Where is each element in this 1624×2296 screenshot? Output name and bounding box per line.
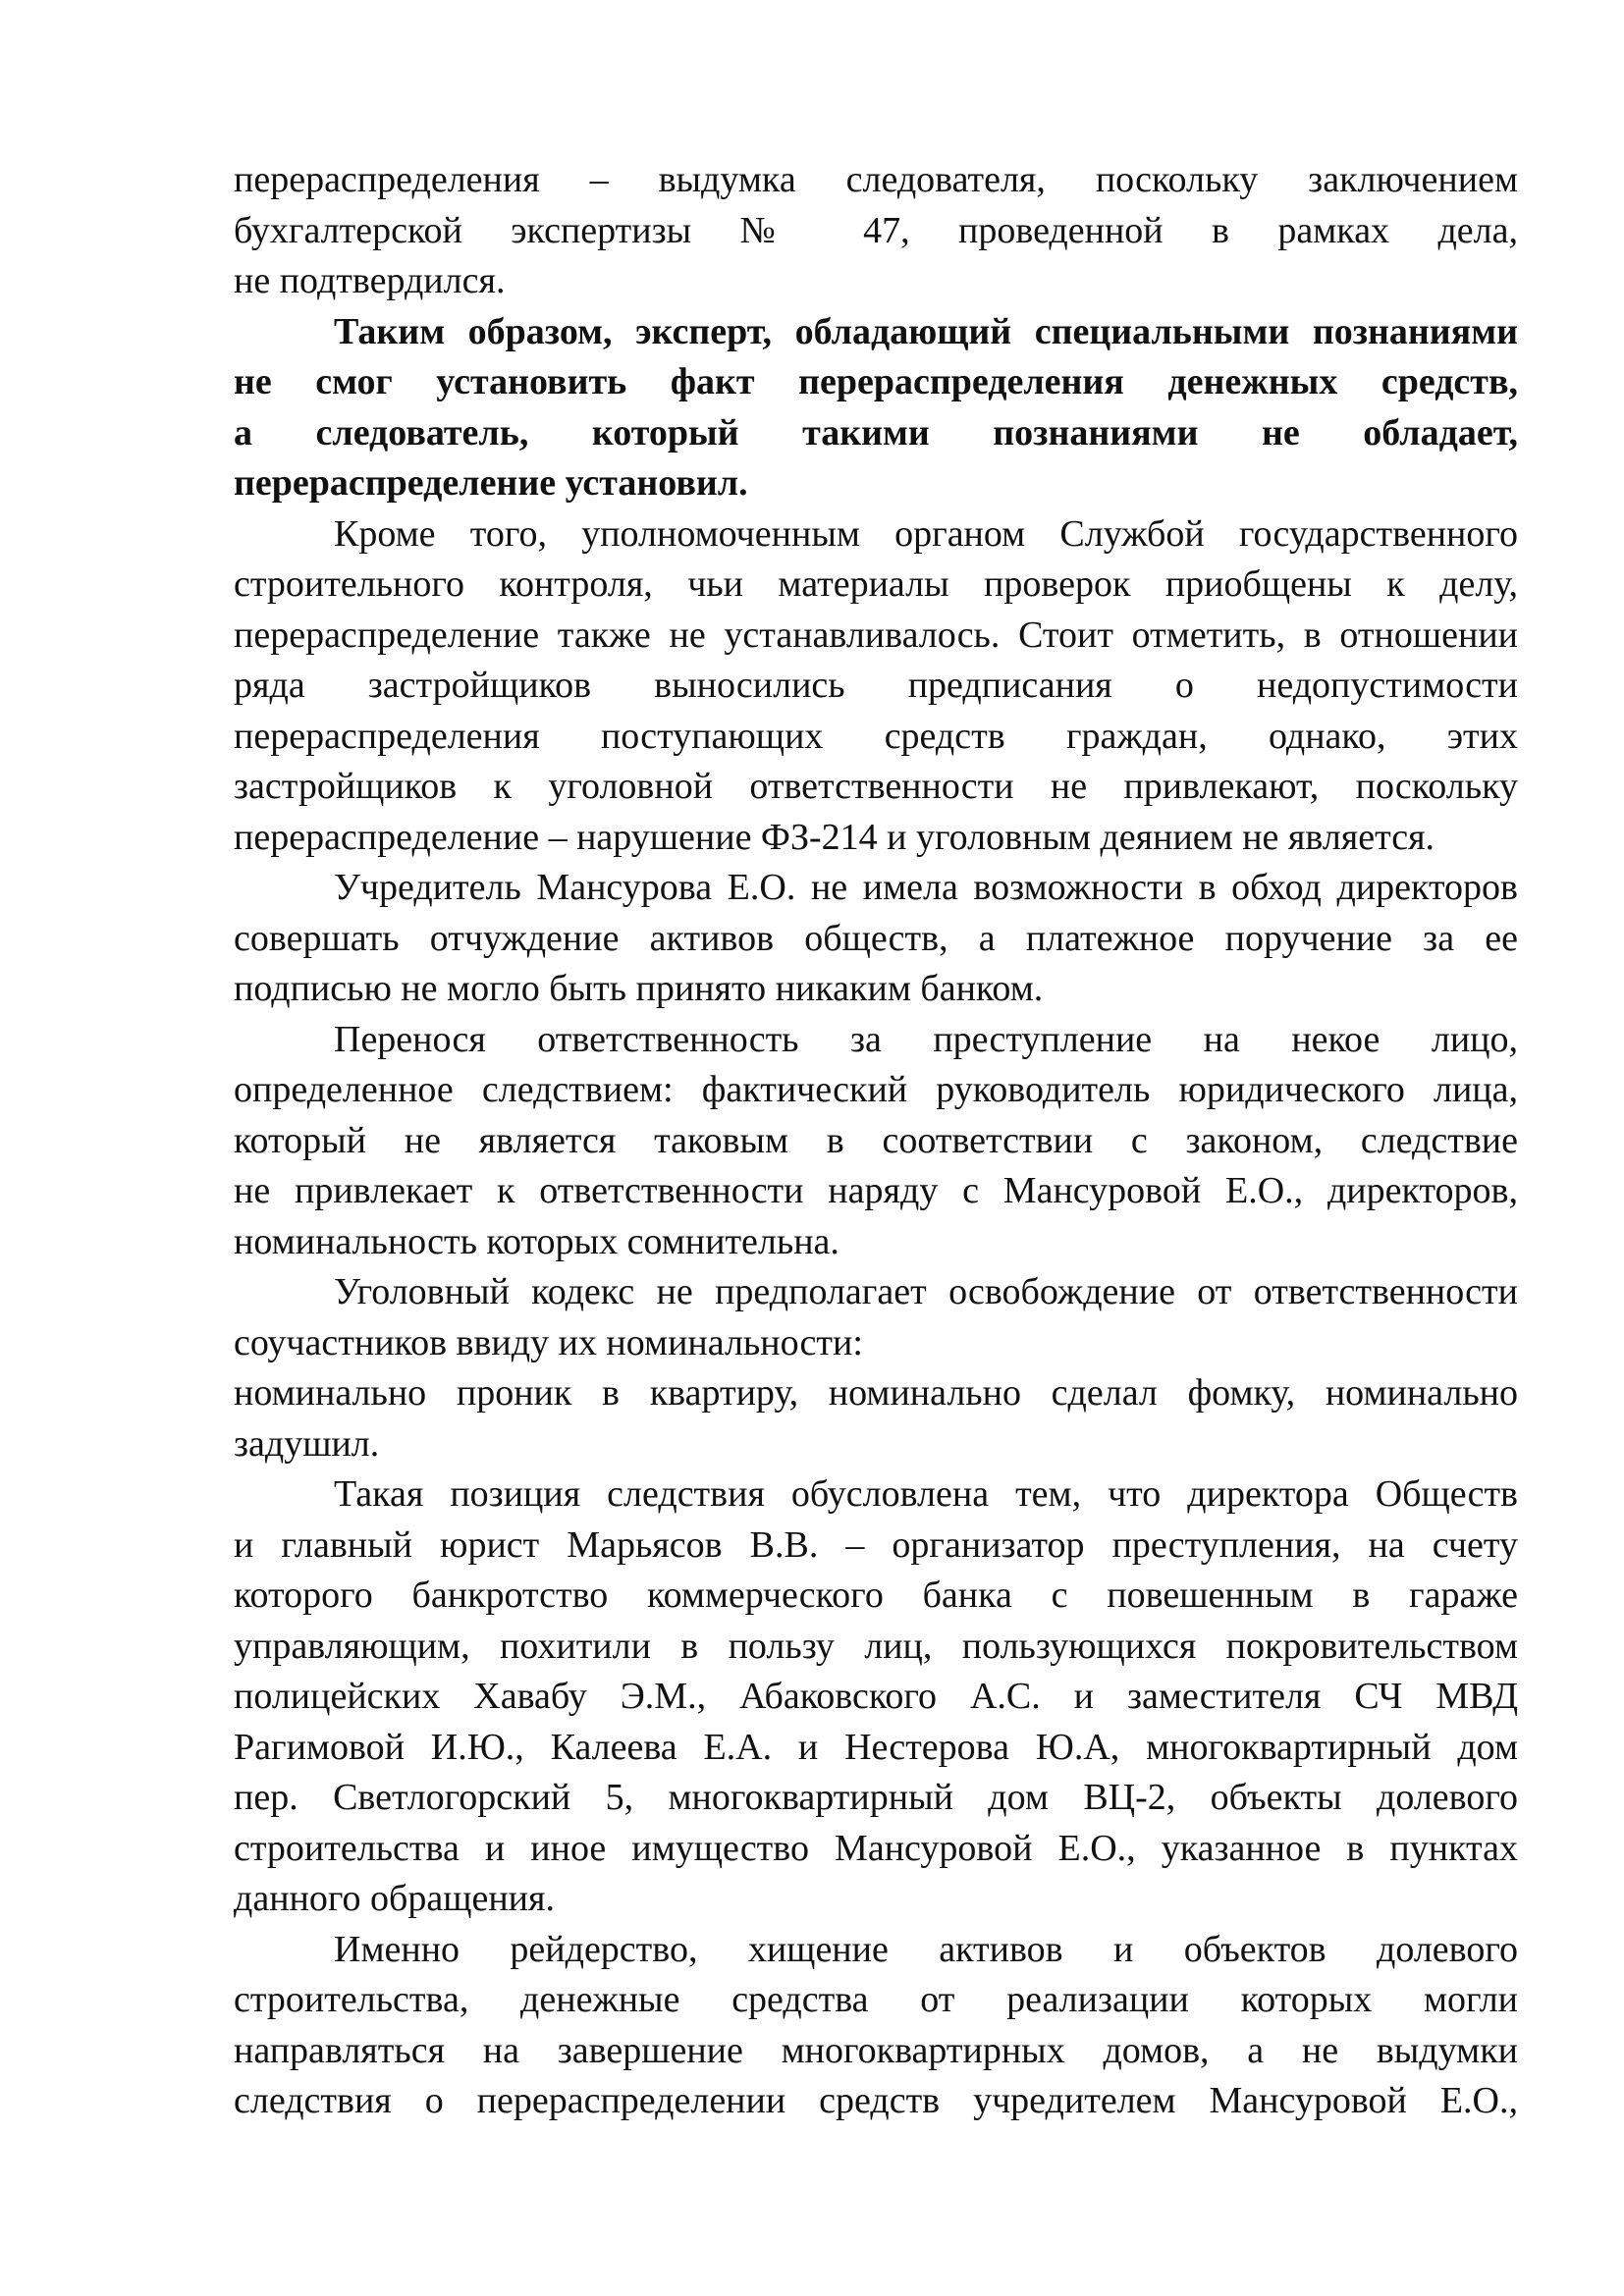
text-line: следствия о перераспределении средств учредителем Мансуровой Е.О.,: [234, 2080, 1518, 2121]
text-line: не смог установить факт перераспределения денежных средств,: [234, 361, 1518, 402]
text-line: застройщиков к уголовной ответственности не привлекают, поскольку: [234, 766, 1518, 807]
paragraph-p9: [234, 1925, 1518, 2127]
text-line: бухгалтерской экспертизы № 47, проведенной в рамках дела,: [234, 209, 1518, 251]
text-line: Именно рейдерство, хищение активов и объектов долевого: [334, 1928, 1518, 1970]
text-line: которого банкротство коммерческого банка с повешенным в гараже: [234, 1575, 1518, 1616]
text-line: определенное следствием: фактический руководитель юридического лица,: [234, 1069, 1518, 1110]
text-line: номинально проник в квартиру, номинально сделал фомку, номинально: [234, 1372, 1518, 1414]
text-line: Учредитель Мансурова Е.О. не имела возможности в обход директоров: [334, 867, 1518, 908]
paragraph-p3: [234, 509, 1518, 864]
text-line: перераспределения поступающих средств граждан, однако, этих: [234, 715, 1518, 757]
text-line: данного обращения.: [234, 1878, 555, 1919]
text-line: строительства, денежные средства от реализации которых могли: [234, 1979, 1518, 2020]
text-line: соучастников ввиду их номинальности:: [234, 1321, 863, 1363]
text-line: перераспределение также не устанавливалось. Стоит отметить, в отношении: [234, 614, 1518, 656]
text-line: не подтвердился.: [234, 260, 506, 301]
text-line: и главный юрист Марьясов В.В. – организатор преступления, на счету: [234, 1523, 1518, 1566]
text-line: а следователь, который такими познаниями не обладает,: [234, 411, 1518, 454]
paragraph-p5: [234, 1015, 1518, 1268]
document-body: [234, 155, 1518, 2127]
text-line: пер. Светлогорский 5, многоквартирный дом ВЦ-2, объекты долевого: [234, 1777, 1518, 1818]
paragraph-p4: [234, 863, 1518, 1015]
paragraph-p1: [234, 155, 1518, 307]
paragraph-p2: [234, 307, 1518, 509]
text-line: Таким образом, эксперт, обладающий специальными познаниями: [334, 310, 1518, 352]
text-line: Рагимовой И.Ю., Калеева Е.А. и Нестерова Ю.А, многоквартирный дом: [234, 1726, 1518, 1768]
text-line: ряда застройщиков выносились предписания о недопустимости: [234, 665, 1518, 706]
text-line: Перенося ответственность за преступление на некое лицо,: [334, 1018, 1518, 1060]
paragraph-p7: [234, 1368, 1518, 1469]
text-line: совершать отчуждение активов обществ, а платежное поручение за ее: [234, 917, 1518, 959]
paragraph-p6: [234, 1267, 1518, 1368]
text-line: Уголовный кодекс не предполагает освобождение от ответственности: [334, 1271, 1518, 1312]
text-line: перераспределение – нарушение ФЗ-214 и уголовным деянием не является.: [234, 816, 1435, 858]
paragraph-p8: [234, 1469, 1518, 1925]
text-line: подписью не могло быть принято никаким банком.: [234, 968, 1044, 1009]
text-line: строительного контроля, чьи материалы проверок приобщены к делу,: [234, 563, 1518, 605]
text-line: направляться на завершение многоквартирных домов, а не выдумки: [234, 2029, 1518, 2071]
text-line: не привлекает к ответственности наряду с Мансуровой Е.О., директоров,: [234, 1170, 1518, 1211]
text-line: Такая позиция следствия обусловлена тем, что директора Обществ: [334, 1473, 1518, 1515]
text-line: перераспределение установил.: [234, 462, 748, 504]
text-line: управляющим, похитили в пользу лиц, пользующихся покровительством: [234, 1625, 1518, 1667]
text-line: перераспределения – выдумка следователя, поскольку заключением: [234, 159, 1518, 200]
text-line: полицейских Хавабу Э.М., Абаковского А.С. и заместителя СЧ МВД: [234, 1676, 1518, 1717]
text-line: задушил.: [234, 1422, 380, 1465]
text-line: Кроме того, уполномоченным органом Службой государственного: [334, 512, 1518, 555]
text-line: строительства и иное имущество Мансуровой Е.О., указанное в пунктах: [234, 1827, 1518, 1869]
text-line: номинальность которых сомнительна.: [234, 1220, 839, 1262]
text-line: который не является таковым в соответствии с законом, следствие: [234, 1119, 1518, 1161]
